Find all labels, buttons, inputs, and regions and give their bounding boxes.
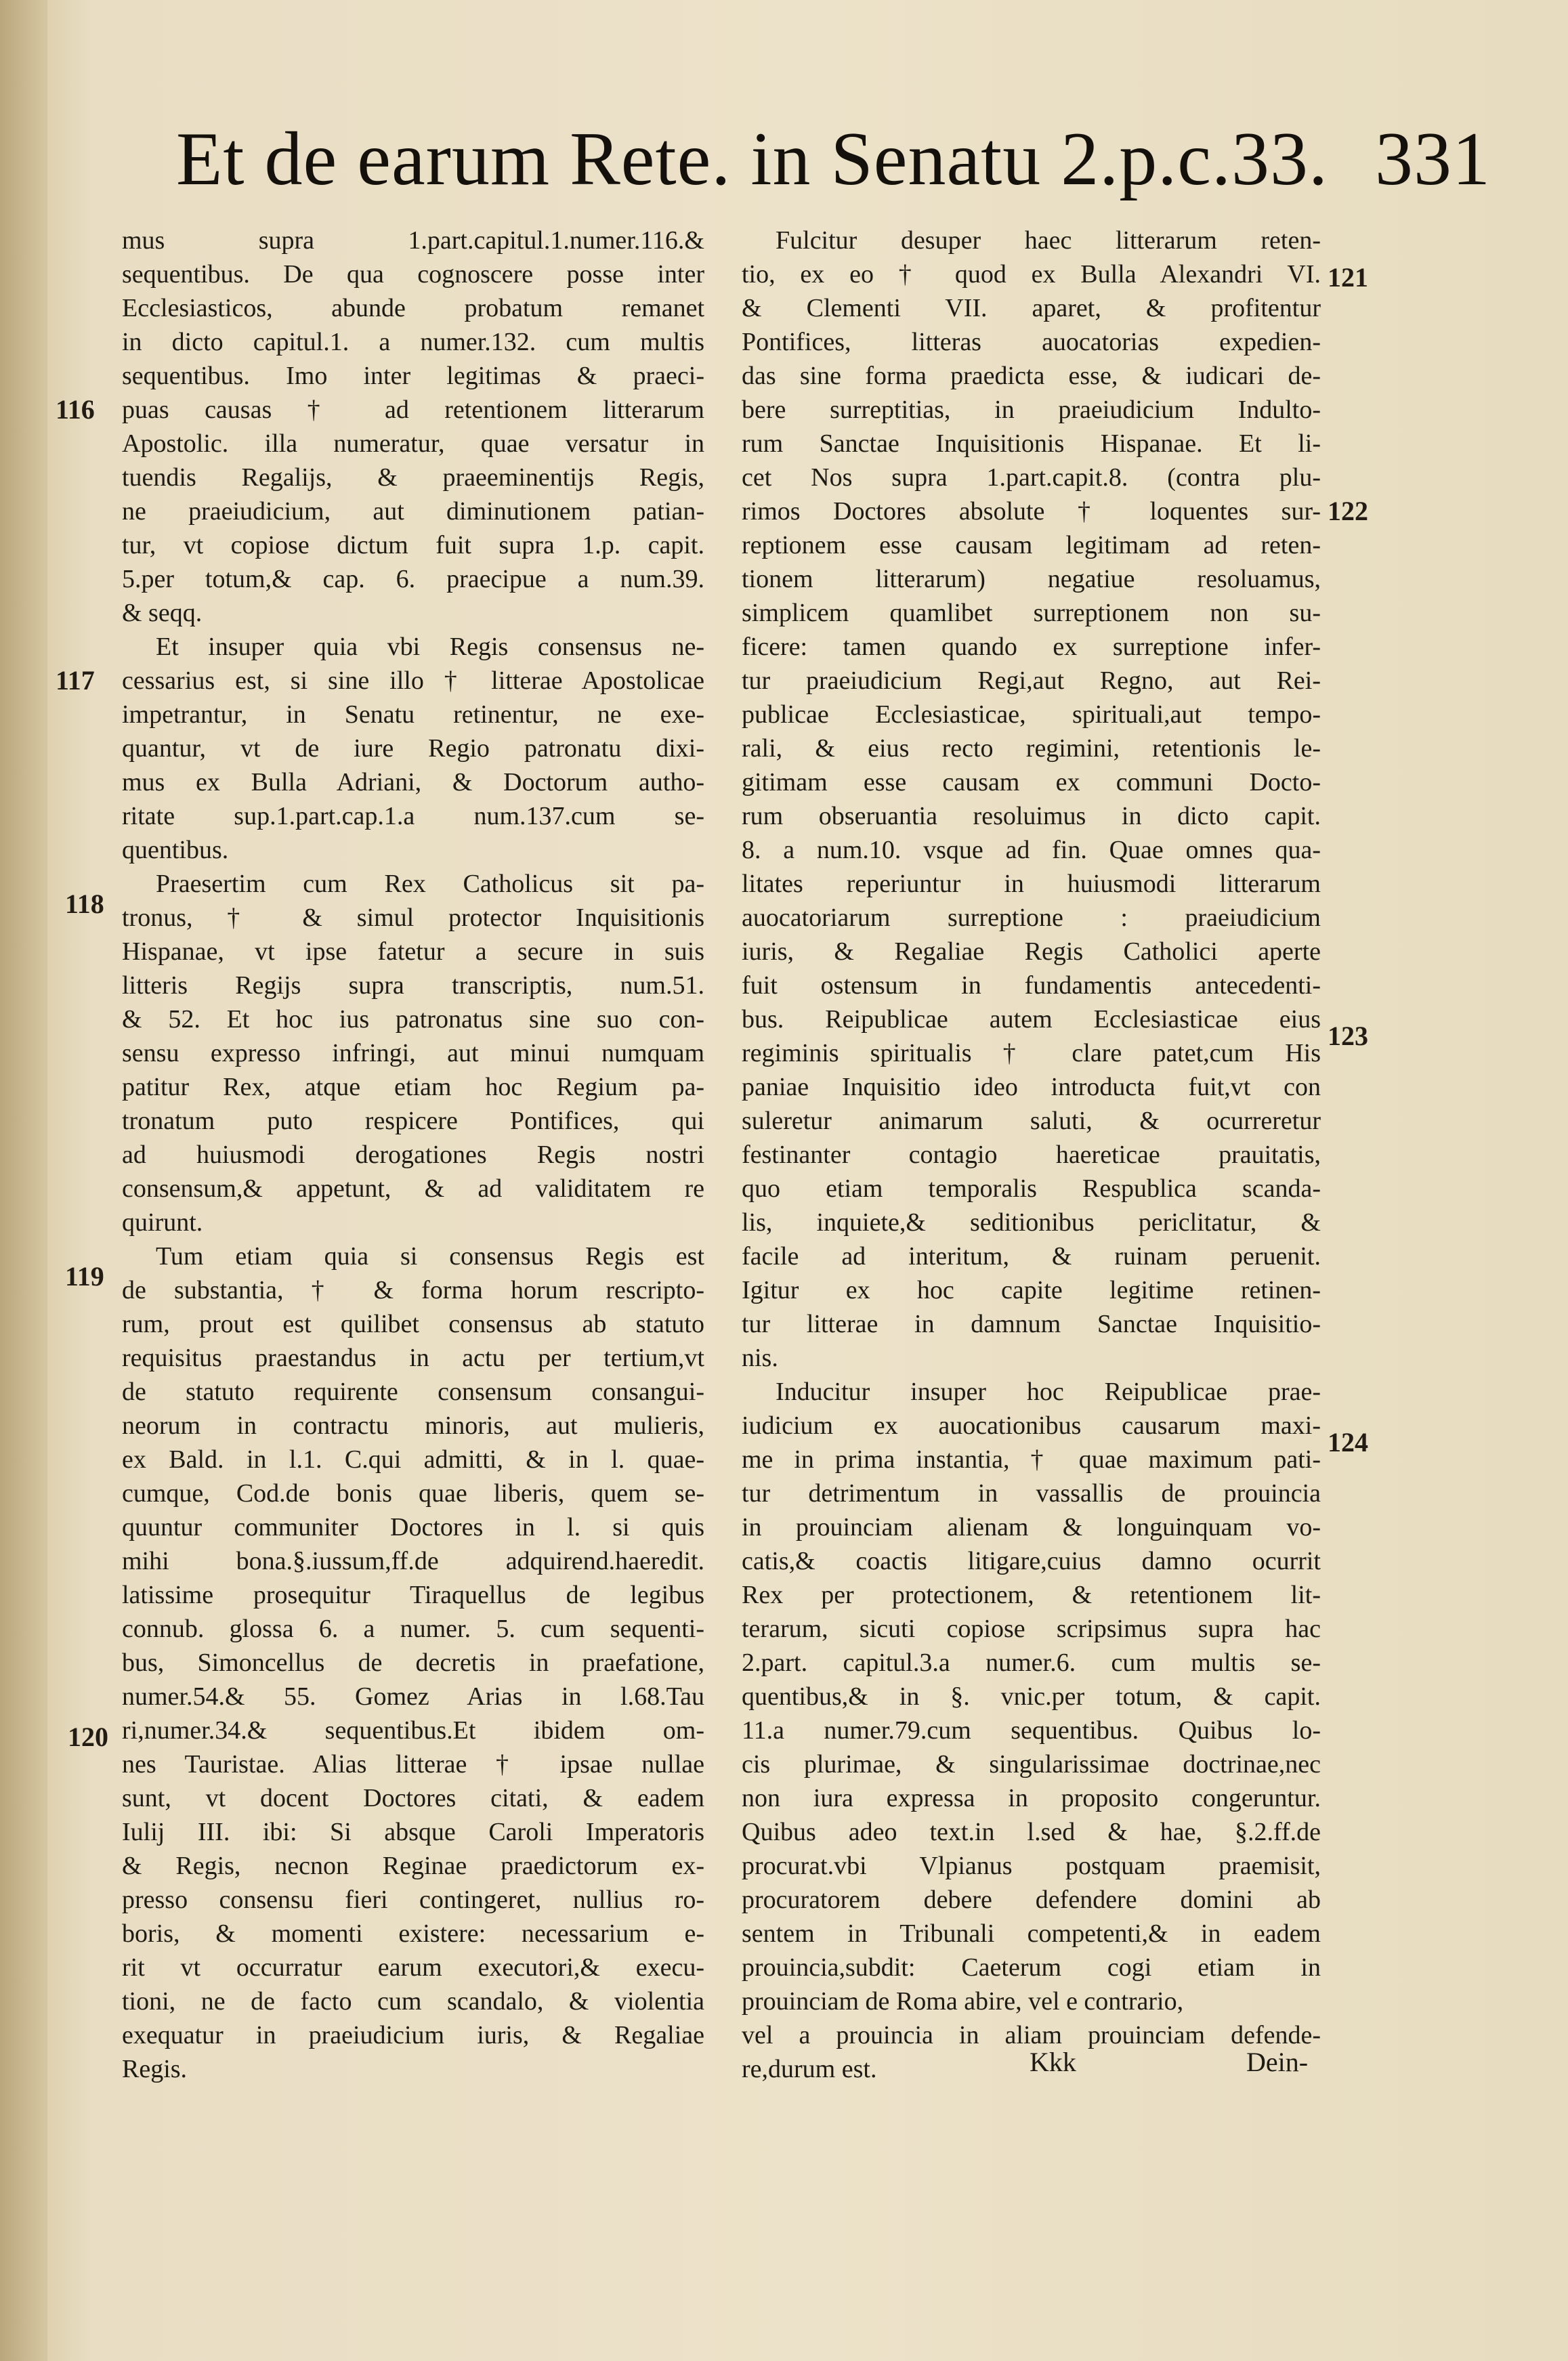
right-column-line: suleretur animarum saluti, & ocurreretur <box>742 1107 1321 1135</box>
page-number: 331 <box>1374 117 1491 201</box>
left-column-line: Tum etiam quia si consensus Regis est <box>156 1242 704 1271</box>
left-column-line: presso consensu fieri contingeret, nullius ro- <box>122 1886 704 1914</box>
left-column-line: Apostolic. illa numeratur, quae versatur in <box>122 429 704 458</box>
right-column-line: reptionem esse causam legitimam ad reten- <box>742 531 1321 559</box>
right-column-line: non iura expressa in proposito congeruntur. <box>742 1784 1321 1812</box>
margin-number-116: 116 <box>56 394 95 425</box>
right-column-line: rali, & eius recto regimini, retentionis le- <box>742 734 1321 763</box>
left-column-line: tronatum puto respicere Pontifices, qui <box>122 1107 704 1135</box>
left-column-line: in dicto capitul.1. a numer.132. cum multis <box>122 328 704 356</box>
left-column-line: neorum in contractu minoris, aut mulieris, <box>122 1411 704 1440</box>
right-column-line: tur praeiudicium Regi,aut Regno, aut Rei- <box>742 666 1321 695</box>
left-column-line: tronus, † & simul protector Inquisitionis <box>122 903 704 932</box>
right-column-line: tur litterae in damnum Sanctae Inquisitio- <box>742 1310 1321 1338</box>
left-column-line: quantur, vt de iure Regio patronatu dixi- <box>122 734 704 763</box>
right-column-line: quentibus,& in §. vnic.per totum, & capit. <box>742 1682 1321 1711</box>
right-column-line: rimos Doctores absolute † loquentes sur- <box>742 497 1321 526</box>
margin-number-119: 119 <box>65 1261 104 1292</box>
right-column-line: sentem in Tribunali competenti,& in eadem <box>742 1919 1321 1948</box>
right-column-line: publicae Ecclesiasticae, spirituali,aut tempo- <box>742 700 1321 729</box>
margin-number-120: 120 <box>68 1722 108 1752</box>
margin-number-118: 118 <box>65 889 104 919</box>
left-column-line: mihi bona.§.iussum,ff.de adquirend.haeredit. <box>122 1547 704 1575</box>
right-column <box>742 224 1321 2086</box>
right-column-line: 8. a num.10. vsque ad fin. Quae omnes qua- <box>742 836 1321 864</box>
margin-number-123: 123 <box>1328 1021 1368 1051</box>
right-column-line: prouinciam de Roma abire, vel e contrario, <box>742 1987 1184 2016</box>
right-column-line: rum obseruantia resoluimus in dicto capit. <box>742 802 1321 830</box>
signature-mark: Kkk <box>1030 2047 1076 2077</box>
left-column-line: & seqq. <box>122 599 203 627</box>
left-column-line: Ecclesiasticos, abunde probatum remanet <box>122 294 704 322</box>
left-column-line: Et insuper quia vbi Regis consensus ne- <box>156 633 704 661</box>
running-head <box>176 102 1491 217</box>
right-column-line: regiminis spiritualis † clare patet,cum His <box>742 1039 1321 1067</box>
right-column-line: in prouinciam alienam & longuinquam vo- <box>742 1513 1321 1541</box>
left-column-line: quentibus. <box>122 836 229 864</box>
left-column-line: & 52. Et hoc ius patronatus sine suo con- <box>122 1005 704 1034</box>
left-column-line: & Regis, necnon Reginae praedictorum ex- <box>122 1852 704 1880</box>
right-column-line: bus. Reipublicae autem Ecclesiasticae eius <box>742 1005 1321 1034</box>
left-column-line: ex Bald. in l.1. C.qui admitti, & in l. quae- <box>122 1445 704 1474</box>
right-column-line: cis plurimae, & singularissimae doctrinae,nec <box>742 1750 1321 1779</box>
left-column <box>122 224 704 2086</box>
right-column-line: prouincia,subdit: Caeterum cogi etiam in <box>742 1953 1321 1982</box>
right-column-line: facile ad interitum, & ruinam peruenit. <box>742 1242 1321 1271</box>
left-column-line: Iulij III. ibi: Si absque Caroli Imperatoris <box>122 1818 704 1846</box>
right-column-line: rum Sanctae Inquisitionis Hispanae. Et li- <box>742 429 1321 458</box>
left-column-line: mus supra 1.part.capitul.1.numer.116.& <box>122 226 704 255</box>
left-column-line: Hispanae, vt ipse fatetur a secure in suis <box>122 937 704 966</box>
left-column-line: litteris Regijs supra transcriptis, num.51. <box>122 971 704 1000</box>
left-column-line: rum, prout est quilibet consensus ab statuto <box>122 1310 704 1338</box>
right-column-line: Pontifices, litteras auocatorias expedien- <box>742 328 1321 356</box>
left-column-line: sunt, vt docent Doctores citati, & eadem <box>122 1784 704 1812</box>
right-column-line: festinanter contagio haereticae prauitatis, <box>742 1141 1321 1169</box>
right-column-line: tionem litterarum) negatiue resoluamus, <box>742 565 1321 593</box>
left-column-line: ne praeiudicium, aut diminutionem patian- <box>122 497 704 526</box>
left-column-line: quirunt. <box>122 1208 203 1237</box>
right-column-line: Rex per protectionem, & retentionem lit- <box>742 1581 1321 1609</box>
right-column-line: tur detrimentum in vassallis de prouincia <box>742 1479 1321 1508</box>
right-column-line: das sine forma praedicta esse, & iudicari de- <box>742 362 1321 390</box>
margin-number-117: 117 <box>56 665 95 696</box>
left-column-line: 5.per totum,& cap. 6. praecipue a num.39. <box>122 565 704 593</box>
right-column-line: catis,& coactis litigare,cuius damno ocurrit <box>742 1547 1321 1575</box>
left-column-line: patitur Rex, atque etiam hoc Regium pa- <box>122 1073 704 1101</box>
margin-number-121: 121 <box>1328 262 1368 293</box>
right-column-line: vel a prouincia in aliam prouinciam defende- <box>742 2021 1321 2049</box>
right-column-line: simplicem quamlibet surreptionem non su- <box>742 599 1321 627</box>
right-column-line: fuit ostensum in fundamentis antecedenti- <box>742 971 1321 1000</box>
right-column-line: bere surreptitias, in praeiudicium Indulto- <box>742 396 1321 424</box>
right-column-line: 2.part. capitul.3.a numer.6. cum multis se- <box>742 1649 1321 1677</box>
right-column-line: terarum, sicuti copiose scripsimus supra hac <box>742 1615 1321 1643</box>
left-column-line: tioni, ne de facto cum scandalo, & violentia <box>122 1987 704 2016</box>
left-column-line: ri,numer.34.& sequentibus.Et ibidem om- <box>122 1716 704 1745</box>
right-column-line: iuris, & Regaliae Regis Catholici aperte <box>742 937 1321 966</box>
left-column-line: bus, Simoncellus de decretis in praefatione, <box>122 1649 704 1677</box>
left-column-line: cumque, Cod.de bonis quae liberis, quem se- <box>122 1479 704 1508</box>
right-column-line: quo etiam temporalis Respublica scanda- <box>742 1174 1321 1203</box>
right-column-line: lis, inquiete,& seditionibus periclitatur, & <box>742 1208 1321 1237</box>
right-column-line: re,durum est. <box>742 2055 877 2083</box>
left-column-line: de substantia, † & forma horum rescripto- <box>122 1276 704 1304</box>
left-column-line: Praesertim cum Rex Catholicus sit pa- <box>156 870 704 898</box>
left-column-line: puas causas † ad retentionem litterarum <box>122 396 704 424</box>
binding-gutter <box>0 0 47 2361</box>
left-column-line: sequentibus. Imo inter legitimas & praeci- <box>122 362 704 390</box>
margin-number-124: 124 <box>1328 1427 1368 1458</box>
right-column-line: me in prima instantia, † quae maximum pati- <box>742 1445 1321 1474</box>
left-column-line: sensu expresso infringi, aut minui numquam <box>122 1039 704 1067</box>
right-column-line: procurat.vbi Vlpianus postquam praemisit, <box>742 1852 1321 1880</box>
right-column-line: paniae Inquisitio ideo introducta fuit,vt con <box>742 1073 1321 1101</box>
right-column-line: ficere: tamen quando ex surreptione infer- <box>742 633 1321 661</box>
right-column-line: cet Nos supra 1.part.capit.8. (contra plu- <box>742 463 1321 492</box>
right-column-line: & Clementi VII. aparet, & profitentur <box>742 294 1321 322</box>
left-column-line: sequentibus. De qua cognoscere posse inter <box>122 260 704 289</box>
left-column-line: latissime prosequitur Tiraquellus de legibus <box>122 1581 704 1609</box>
left-column-line: exequatur in praeiudicium iuris, & Regaliae <box>122 2021 704 2049</box>
right-column-line: Quibus adeo text.in l.sed & hae, §.2.ff.de <box>742 1818 1321 1846</box>
left-column-line: de statuto requirente consensum consangui- <box>122 1378 704 1406</box>
right-column-line: Inducitur insuper hoc Reipublicae prae- <box>776 1378 1321 1406</box>
left-column-line: mus ex Bulla Adriani, & Doctorum autho- <box>122 768 704 796</box>
left-column-line: ad huiusmodi derogationes Regis nostri <box>122 1141 704 1169</box>
left-column-line: numer.54.& 55. Gomez Arias in l.68.Tau <box>122 1682 704 1711</box>
left-column-line: nes Tauristae. Alias litterae † ipsae nullae <box>122 1750 704 1779</box>
right-column-line: procuratorem debere defendere domini ab <box>742 1886 1321 1914</box>
right-column-line: nis. <box>742 1344 778 1372</box>
left-column-line: cessarius est, si sine illo † litterae Apostolicae <box>122 666 704 695</box>
right-column-line: 11.a numer.79.cum sequentibus. Quibus lo- <box>742 1716 1321 1745</box>
running-title: Et de earum Rete. in Senatu 2.p.c.33. <box>176 117 1328 201</box>
left-column-line: quuntur communiter Doctores in l. si quis <box>122 1513 704 1541</box>
right-column-line: gitimam esse causam ex communi Docto- <box>742 768 1321 796</box>
margin-number-122: 122 <box>1328 496 1368 526</box>
left-column-line: impetrantur, in Senatu retinentur, ne exe- <box>122 700 704 729</box>
left-column-line: consensum,& appetunt, & ad validitatem re <box>122 1174 704 1203</box>
right-column-line: Igitur ex hoc capite legitime retinen- <box>742 1276 1321 1304</box>
left-column-line: boris, & momenti existere: necessarium e- <box>122 1919 704 1948</box>
catchword: Dein- <box>1246 2047 1309 2077</box>
left-column-line: Regis. <box>122 2055 188 2083</box>
left-column-line: connub. glossa 6. a numer. 5. cum sequenti- <box>122 1615 704 1643</box>
left-column-line: rit vt occurratur earum executori,& execu- <box>122 1953 704 1982</box>
left-column-line: tur, vt copiose dictum fuit supra 1.p. capit. <box>122 531 704 559</box>
right-column-line: Fulcitur desuper haec litterarum reten- <box>776 226 1321 255</box>
right-column-line: iudicium ex auocationibus causarum maxi- <box>742 1411 1321 1440</box>
left-column-line: requisitus praestandus in actu per tertium,vt <box>122 1344 704 1372</box>
left-column-line: tuendis Regalijs, & praeeminentijs Regis, <box>122 463 704 492</box>
left-column-line: ritate sup.1.part.cap.1.a num.137.cum se- <box>122 802 704 830</box>
right-column-line: auocatoriarum surreptione : praeiudicium <box>742 903 1321 932</box>
right-column-line: tio, ex eo † quod ex Bulla Alexandri VI. <box>742 260 1321 289</box>
right-column-line: litates reperiuntur in huiusmodi litterarum <box>742 870 1321 898</box>
